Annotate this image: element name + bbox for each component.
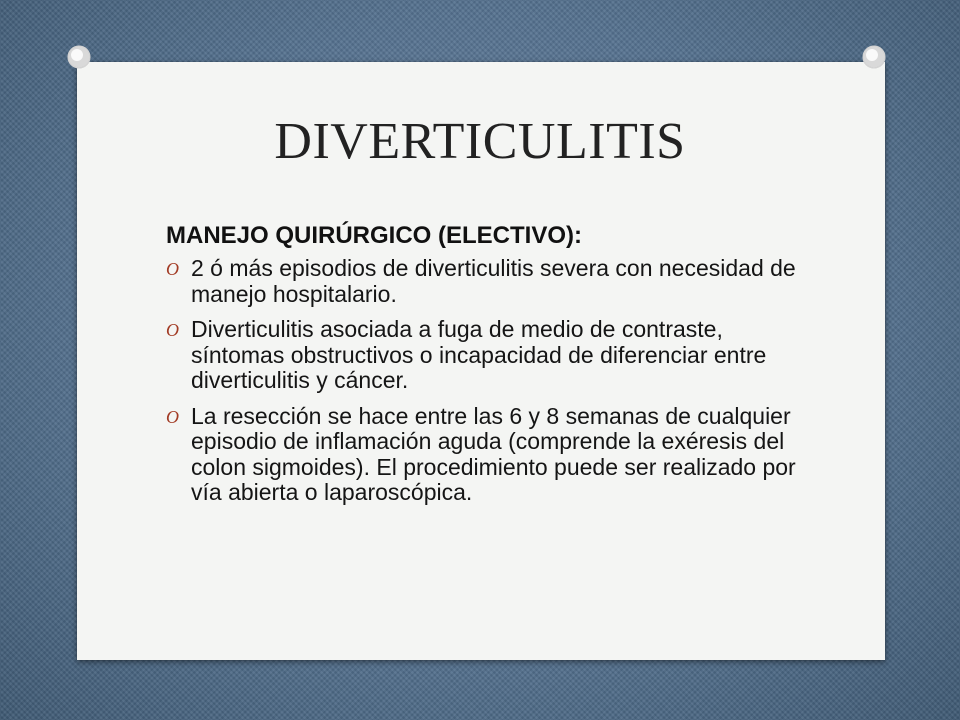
bullet-list [166,256,806,516]
slide-title: DIVERTICULITIS [274,113,686,170]
bullet-text: Diverticulitis asociada a fuga de medio de contraste, síntomas obstructivos o incapacidad de diferenciar entre diverticulitis y cáncer. [191,316,767,393]
bullet-text: 2 ó más episodios de diverticulitis severa con necesidad de manejo hospitalario. [191,255,796,307]
pushpin-icon [861,44,887,70]
bullet-item [166,404,806,506]
bullet-marker-icon: O [166,320,179,340]
bullet-text: La resección se hace entre las 6 y 8 semanas de cualquier episodio de inflamación aguda (comprende la exéresis del colon sigmoides). El procedimiento puede ser realizado por vía abierta o laparoscópica. [191,402,796,505]
section-heading: MANEJO QUIRÚRGICO (ELECTIVO): [166,222,583,249]
bullet-item [166,256,806,307]
bullet-item [166,317,806,394]
bullet-marker-icon: O [166,259,179,279]
bullet-marker-icon: O [166,406,179,427]
pushpin-icon [66,44,92,70]
